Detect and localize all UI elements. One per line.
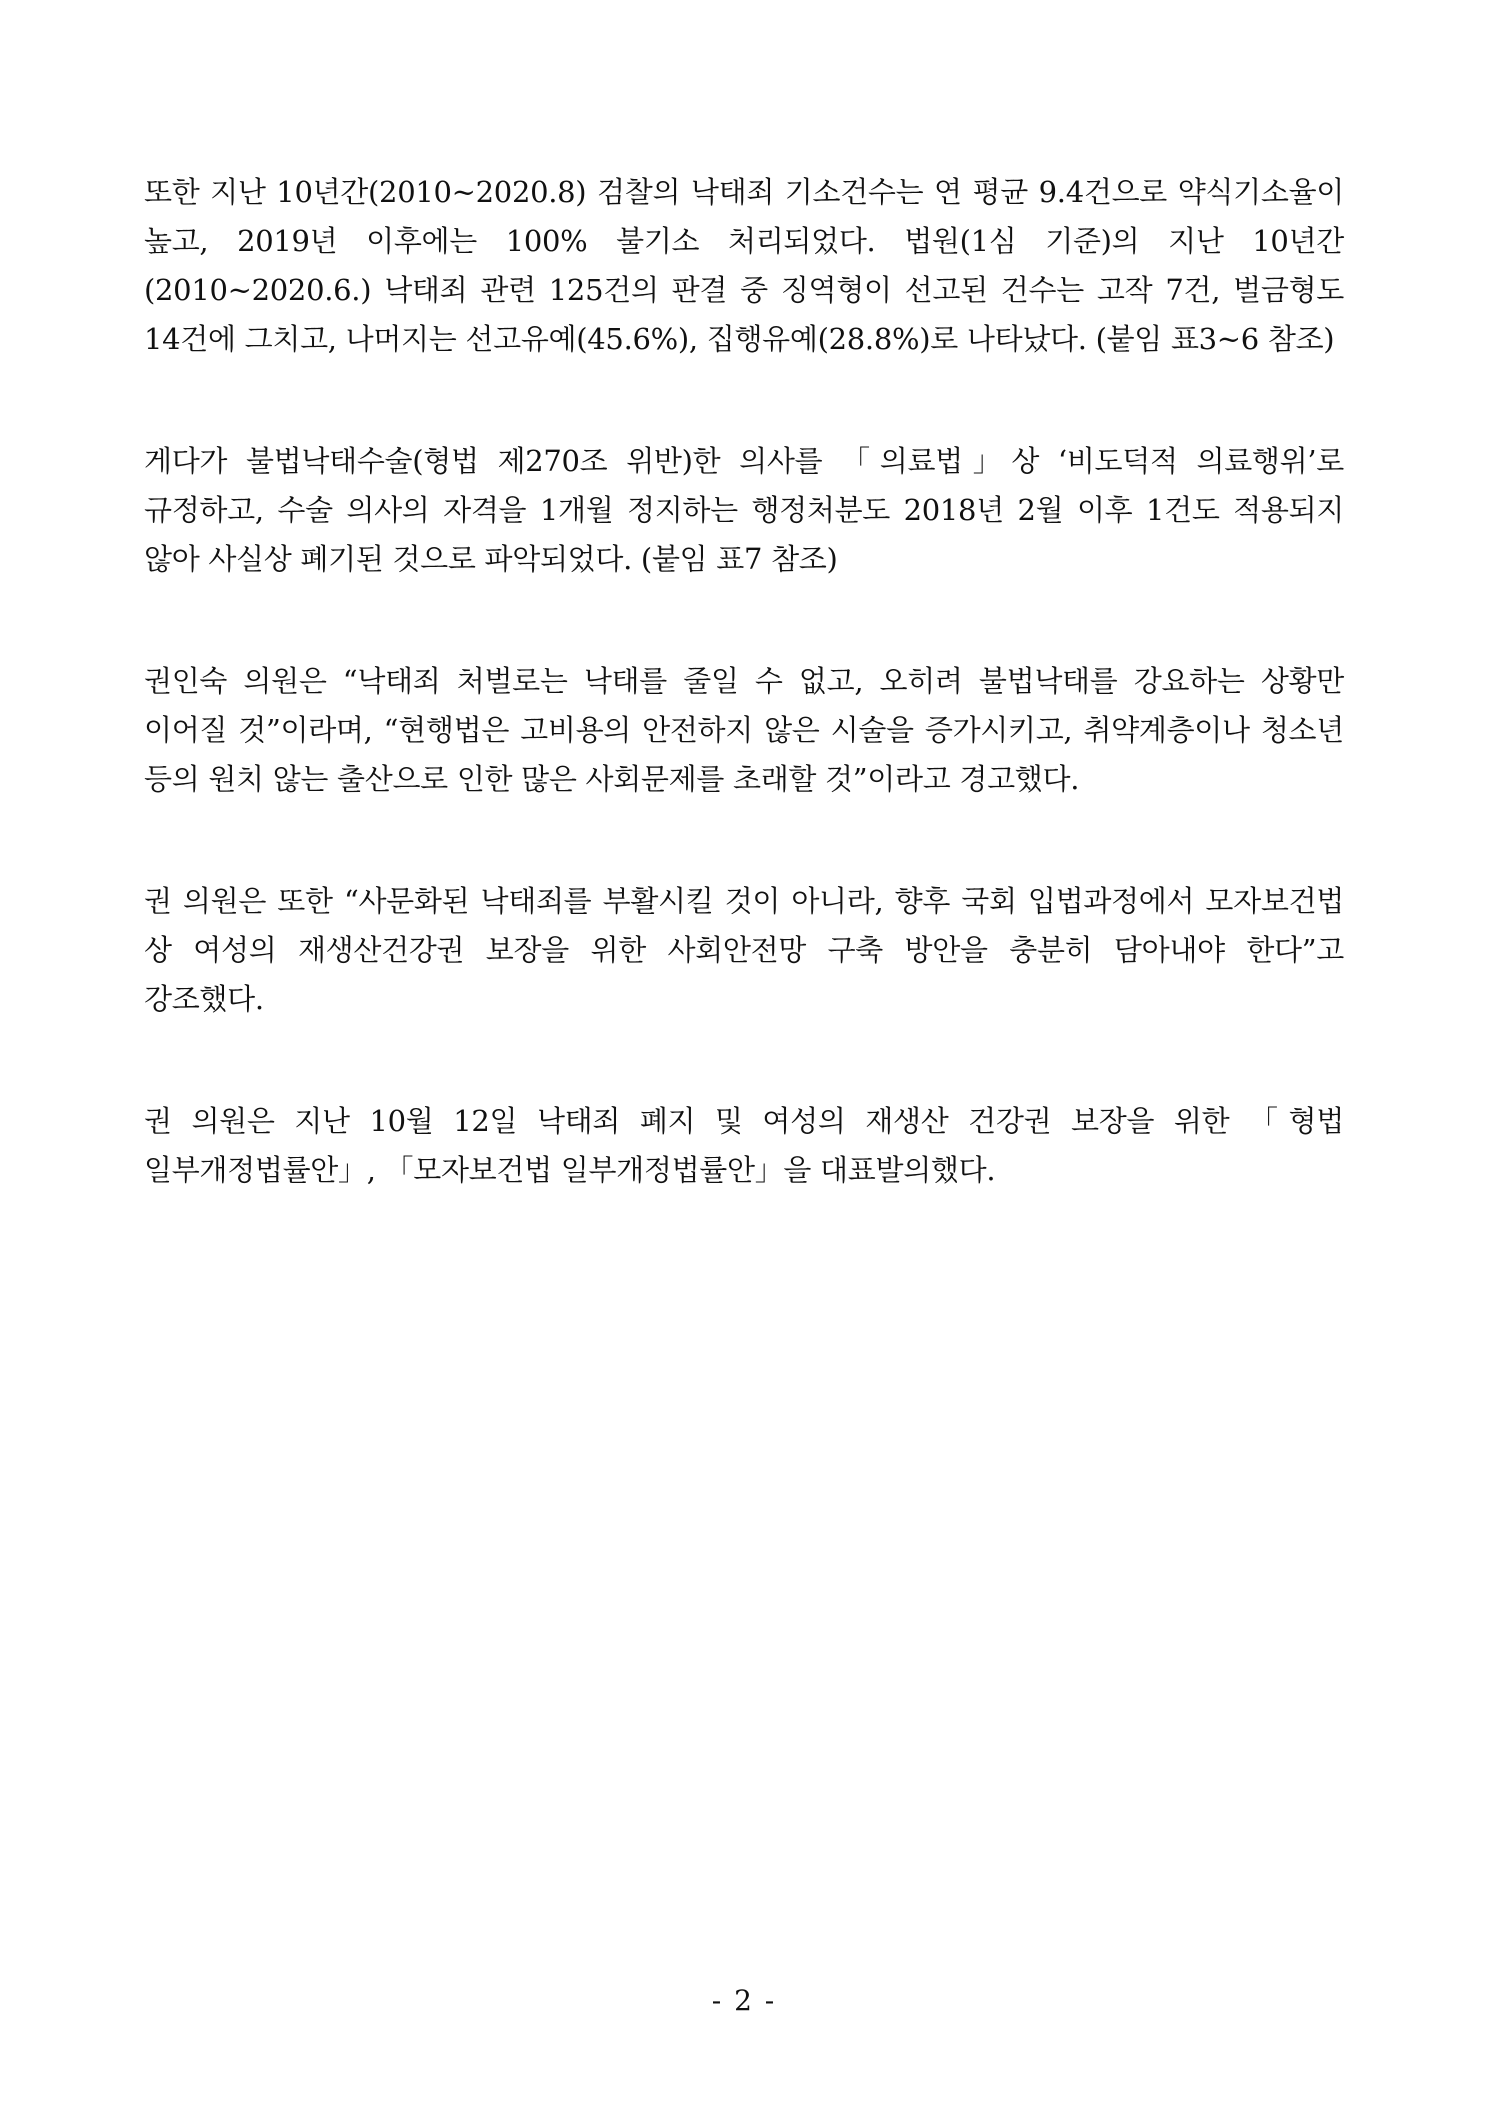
page-number: - 2 - [711, 1984, 777, 2017]
paragraph-lawmaker-emphasis: 권 의원은 또한 “사문화된 낙태죄를 부활시킬 것이 아니라, 향후 국회 입법과정에서 모자보건법 상 여성의 재생산건강권 보장을 위한 사회안전망 구축 방안을 충분히 담아내야 한다”고 강조했다. [144, 884, 1344, 1016]
paragraph-medical-law-sanctions: 게다가 불법낙태수술(형법 제270조 위반)한 의사를 「의료법」상 ‘비도덕적 의료행위’로 규정하고, 수술 의사의 자격을 1개월 정지하는 행정처분도 2018년 2월 이후 1건도 적용되지 않아 사실상 폐기된 것으로 파악되었다. (붙임 표7 참조) [144, 444, 1344, 576]
paragraph-prosecution-statistics: 또한 지난 10년간(2010~2020.8) 검찰의 낙태죄 기소건수는 연 평균 9.4건으로 약식기소율이 높고, 2019년 이후에는 100% 불기소 처리되었다. 법원(1심 기준)의 지난 10년간(2010~2020.6.) 낙태죄 관련 125건의 판결 중 징역형이 선고된 건수는 고작 7건, 벌금형도 14건에 그치고, 나머지는 선고유예(45.6%), 집행유예(28.8%)로 나타났다. (붙임 표3~6 참조) [144, 175, 1344, 356]
paragraph-lawmaker-warning: 권인숙 의원은 “낙태죄 처벌로는 낙태를 줄일 수 없고, 오히려 불법낙태를 강요하는 상황만 이어질 것”이라며, “현행법은 고비용의 안전하지 않은 시술을 증가시키고, 취약계층이나 청소년 등의 원치 않는 출산으로 인한 많은 사회문제를 초래할 것”이라고 경고했다. [144, 664, 1344, 796]
document-body [144, 168, 1344, 1268]
paragraph-bill-proposal: 권 의원은 지난 10월 12일 낙태죄 폐지 및 여성의 재생산 건강권 보장을 위한 「형법 일부개정법률안」, 「모자보건법 일부개정법률안」을 대표발의했다. [144, 1104, 1344, 1187]
